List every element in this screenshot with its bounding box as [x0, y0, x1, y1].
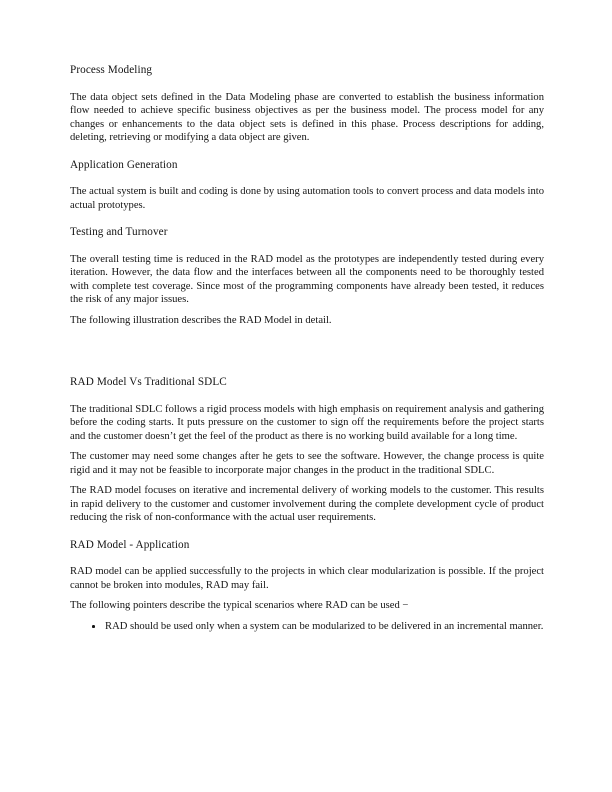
- paragraph-following-illustration: The following illustration describes the RAD Model in detail.: [70, 314, 332, 326]
- bullet-dot-icon: [92, 625, 95, 628]
- spacer: [70, 477, 544, 484]
- paragraph-traditional-sdlc: The traditional SDLC follows a rigid process models with high emphasis on requirement analysis and gathering before the coding starts. It puts pressure on the customer to sign off the requirements before the project starts and the customer doesn’t get the feel of the product as there is no working build available for a long time.: [70, 403, 544, 442]
- spacer: [70, 145, 544, 159]
- bullet-rad-modularized: RAD should be used only when a system can be modularized to be delivered in an incremental manner.: [105, 620, 544, 632]
- spacer: [70, 172, 544, 185]
- heading-application-generation: Application Generation: [70, 158, 178, 171]
- spacer: [70, 212, 544, 226]
- spacer: [70, 390, 544, 403]
- heading-rad-model-application: RAD Model - Application: [70, 538, 190, 551]
- illustration-placeholder: [70, 327, 544, 376]
- spacer: [70, 552, 544, 565]
- spacer: [70, 443, 544, 450]
- paragraph-rad-application: RAD model can be applied successfully to the projects in which clear modularization is possible. If the project cannot be broken into modules, RAD may fail.: [70, 566, 544, 591]
- spacer: [70, 525, 544, 539]
- paragraph-following-pointers: The following pointers describe the typical scenarios where RAD can be used −: [70, 600, 409, 611]
- spacer: [70, 307, 544, 314]
- list-item: [70, 620, 544, 634]
- paragraph-application-generation: The actual system is built and coding is done by using automation tools to convert process and data models into actual prototypes.: [70, 186, 544, 211]
- spacer: [70, 613, 544, 620]
- paragraph-process-modeling: The data object sets defined in the Data Modeling phase are converted to establish the business information flow needed to achieve specific business objectives as per the business model. The process model for any changes or enhancements to the data object sets is defined in this phase. Process descriptions for adding, deleting, retrieving or modifying a data object are given.: [70, 91, 544, 143]
- heading-process-modeling: Process Modeling: [70, 64, 153, 76]
- heading-rad-model-vs-traditional-sdlc: RAD Model Vs Traditional SDLC: [70, 376, 227, 388]
- spacer: [70, 240, 544, 253]
- paragraph-customer-changes: The customer may need some changes after he gets to see the software. However, the change process is quite rigid and it may not be feasible to incorporate major changes in the product in the traditional SDLC.: [70, 451, 544, 476]
- bullet-list: [70, 620, 544, 634]
- paragraph-rad-focus: The RAD model focuses on iterative and incremental delivery of working models to the customer. This results in rapid delivery to the customer and customer involvement during the complete development cycle of product reducing the risk of non-conformance with the actual user requirements.: [70, 485, 544, 523]
- spacer: [70, 592, 544, 599]
- paragraph-testing-and-turnover: The overall testing time is reduced in the RAD model as the prototypes are independently tested during every iteration. However, the data flow and the interfaces between all the components need to be thoroughly tested with complete test coverage. Since most of the programming components have already been tested, it reduces the risk of any major issues.: [70, 253, 544, 305]
- document-content: [70, 64, 544, 633]
- spacer: [70, 78, 544, 91]
- heading-testing-and-turnover: Testing and Turnover: [70, 226, 168, 238]
